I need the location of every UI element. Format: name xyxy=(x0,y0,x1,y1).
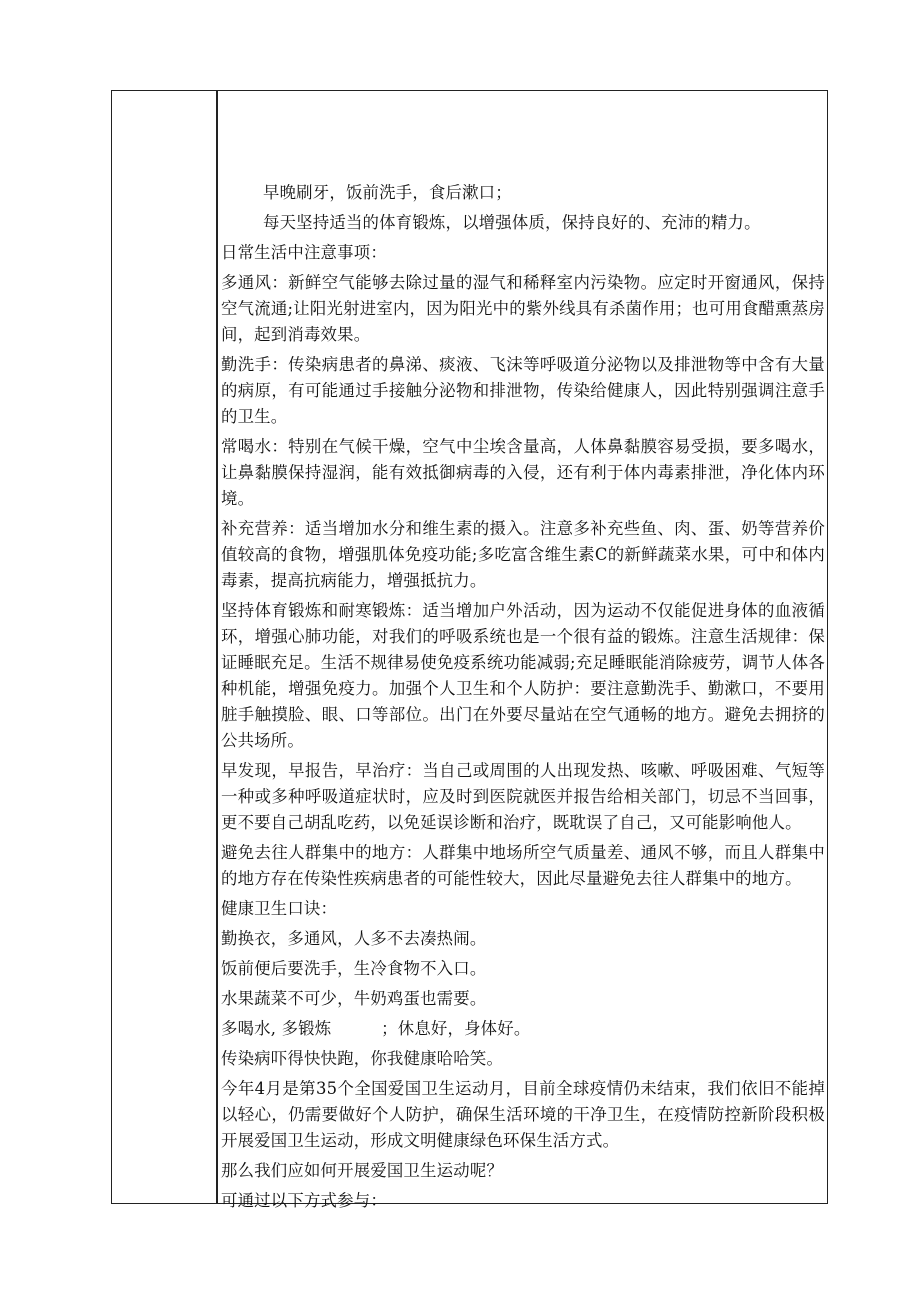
paragraph-exercise: 每天坚持适当的体育锻炼，以增强体质，保持良好的、充沛的精力。 xyxy=(263,213,761,232)
table-content-cell xyxy=(217,91,827,1210)
content-body xyxy=(221,180,825,1218)
paragraph-patriotic-health-month: 今年4月是第35个全国爱国卫生运动月，目前全球疫情仍未结束，我们依旧不能掉以轻心，仍需要做好个人防护，确保生活环境的干净卫生，在疫情防控新阶段积极开展爱国卫生运动，形成文明健康绿色环保生活方式。 xyxy=(221,1079,825,1150)
rhyme-line-1: 勤换衣，多通风，人多不去凑热闹。 xyxy=(221,929,487,948)
rhyme-line-3: 水果蔬菜不可少，牛奶鸡蛋也需要。 xyxy=(221,989,487,1008)
paragraph-nutrition: 补充营养：适当增加水分和维生素的摄入。注意多补充些鱼、肉、蛋、奶等营养价值较高的食物，增强肌体免疫功能;多吃富含维生素C的新鲜蔬菜水果，可中和体内毒素，提高抗病能力，增强抵抗力。 xyxy=(221,519,825,590)
rhyme-line-4: 多喝水, 多锻炼 ；休息好，身体好。 xyxy=(221,1019,531,1038)
paragraph-avoid-crowds: 避免去往人群集中的地方：人群集中地场所空气质量差、通风不够，而且人群集中的地方存在传染性疾病患者的可能性较大，因此尽量避免去往人群集中的地方。 xyxy=(221,843,825,888)
paragraph-physical-training: 坚持体育锻炼和耐寒锻炼：适当增加户外活动，因为运动不仅能促进身体的血液循环，增强心肺功能，对我们的呼吸系统也是一个很有益的锻炼。注意生活规律：保证睡眠充足。生活不规律易使免疫系统功能减弱;充足睡眠能消除疲劳，调节人体各种机能，增强免疫力。加强个人卫生和个人防护：要注意勤洗手、勤漱口，不要用脏手触摸脸、眼、口等部位。出门在外要尽量站在空气通畅的地方。避免去拥挤的公共场所。 xyxy=(221,601,825,750)
heading-health-rhyme: 健康卫生口诀： xyxy=(221,899,338,918)
paragraph-question: 那么我们应如何开展爱国卫生运动呢？ xyxy=(221,1161,504,1180)
table-left-cell xyxy=(112,91,217,1203)
paragraph-ventilation: 多通风：新鲜空气能够去除过量的湿气和稀释室内污染物。应定时开窗通风，保持空气流通;让阳光射进室内，因为阳光中的紫外线具有杀菌作用；也可用食醋熏蒸房间，起到消毒效果。 xyxy=(221,273,825,344)
paragraph-handwashing: 勤洗手：传染病患者的鼻涕、痰液、飞沫等呼吸道分泌物以及排泄物等中含有大量的病原，有可能通过手接触分泌物和排泄物，传染给健康人，因此特别强调注意手的卫生。 xyxy=(221,355,825,426)
document-table xyxy=(111,90,828,1210)
paragraph-early-detection: 早发现，早报告，早治疗：当自己或周围的人出现发热、咳嗽、呼吸困难、气短等一种或多种呼吸道症状时，应及时到医院就医并报告给相关部门，切忌不当回事，更不要自己胡乱吃药，以免延误诊断和治疗，既耽误了自己，又可能影响他人。 xyxy=(221,761,825,832)
rhyme-line-5: 传染病吓得快快跑，你我健康哈哈笑。 xyxy=(221,1049,504,1068)
heading-daily-notes: 日常生活中注意事项： xyxy=(221,243,387,262)
rhyme-line-2: 饭前便后要洗手，生冷食物不入口。 xyxy=(221,959,487,978)
paragraph-drink-water: 常喝水：特别在气候干燥，空气中尘埃含量高，人体鼻黏膜容易受损，要多喝水，让鼻黏膜保持湿润，能有效抵御病毒的入侵，还有利于体内毒素排泄，净化体内环境。 xyxy=(221,437,825,508)
paragraph-participation: 可通过以下方式参与： xyxy=(221,1191,387,1210)
paragraph-brushing: 早晚刷牙，饭前洗手，食后漱口； xyxy=(263,183,512,202)
